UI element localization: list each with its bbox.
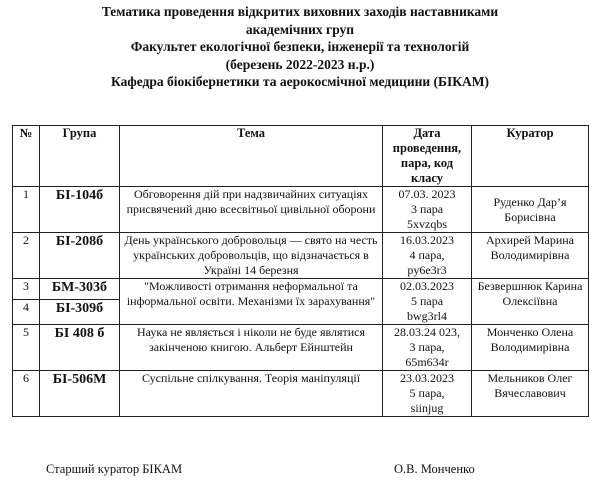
table-header-row: [13, 126, 589, 187]
row-group: БМ-303б: [40, 279, 120, 300]
row-date-cell: [383, 233, 472, 279]
row-date: 28.03.24 023,: [394, 325, 460, 339]
col-header-num: №: [13, 126, 40, 187]
row-curator: Архирей Марина Володимирівна: [472, 233, 589, 279]
table-row: [13, 371, 589, 417]
row-pair: 4 пара,: [409, 248, 445, 262]
row-curator: Руденко Дар’я Борисівна: [472, 187, 589, 233]
row-date: 23.03.2023: [400, 371, 454, 385]
row-class-code: siinjug: [410, 401, 444, 415]
row-group: БІ-309б: [40, 300, 120, 325]
row-pair: 3 пара,: [409, 340, 445, 354]
title-line-2: академічних груп: [245, 21, 355, 37]
row-group: БІ 408 б: [40, 325, 120, 371]
row-group: БІ-208б: [40, 233, 120, 279]
table-row: [13, 233, 589, 279]
row-pair: 5 пара,: [409, 386, 445, 400]
row-topic: Наука не являється і ніколи не буде являтися закінченою книгою. Альберт Ейнштейн: [120, 325, 383, 371]
col-header-group: Група: [40, 126, 120, 187]
title-line-1: Тематика проведення відкритих виховних заходів наставниками: [101, 4, 499, 19]
row-num: 5: [13, 325, 40, 371]
row-class-code: bwg3rl4: [407, 309, 447, 323]
row-date-cell: [383, 325, 472, 371]
row-num: 6: [13, 371, 40, 417]
signature-name: О.В. Монченко: [394, 462, 475, 476]
row-date-cell: [383, 187, 472, 233]
department-line: Кафедра біокібернетики та аерокосмічної медицини (БІКАМ): [111, 74, 489, 89]
col-header-date: Дата проведення, пара, код класу: [383, 126, 472, 187]
row-num: 2: [13, 233, 40, 279]
row-num: 4: [13, 300, 40, 325]
table-row: [13, 279, 589, 300]
row-pair: 3 пара: [410, 202, 444, 216]
row-class-code: 65m634r: [405, 355, 449, 369]
row-date: 02.03.2023: [400, 279, 454, 293]
signature-role: Старший куратор БІКАМ: [46, 462, 183, 476]
col-header-curator: Куратор: [472, 126, 589, 187]
row-topic: День українського добровольця — свято на честь українських добровольців, що відзначається в Україні 14 березня: [120, 233, 383, 279]
row-class-code: 5xvzqbs: [407, 217, 447, 231]
row-date: 16.03.2023: [400, 233, 454, 247]
row-pair: 5 пара: [410, 294, 444, 308]
faculty-line: Факультет екологічної безпеки, інженерії та технологій: [130, 39, 470, 54]
row-group: БІ-506М: [40, 371, 120, 417]
events-table: [12, 125, 589, 417]
row-num: 3: [13, 279, 40, 300]
table-row: [13, 187, 589, 233]
row-date-cell: [383, 279, 472, 325]
row-date: 07.03. 2023: [398, 187, 456, 201]
document-title: [0, 3, 600, 91]
row-date-cell: [383, 371, 472, 417]
row-group: БІ-104б: [40, 187, 120, 233]
table-row: [13, 325, 589, 371]
period-line: (березень 2022-2023 н.р.): [225, 56, 375, 72]
col-header-topic: Тема: [120, 126, 383, 187]
row-curator: Монченко Олена Володимирівна: [472, 325, 589, 371]
row-topic: Суспільне спілкування. Теорія маніпуляції: [120, 371, 383, 417]
row-class-code: py6e3r3: [407, 263, 447, 277]
row-num: 1: [13, 187, 40, 233]
row-curator: Мельников Олег Вячеславович: [472, 371, 589, 417]
row-curator: Безвершнюк Карина Олексіївна: [472, 279, 589, 325]
row-topic: Обговорення дій при надзвичайних ситуаціях присвячений дню всесвітньої цивільної оборони: [120, 187, 383, 233]
row-topic: "Можливості отримання неформальної та інформальної освіти. Механізми їх зарахування": [120, 279, 383, 325]
